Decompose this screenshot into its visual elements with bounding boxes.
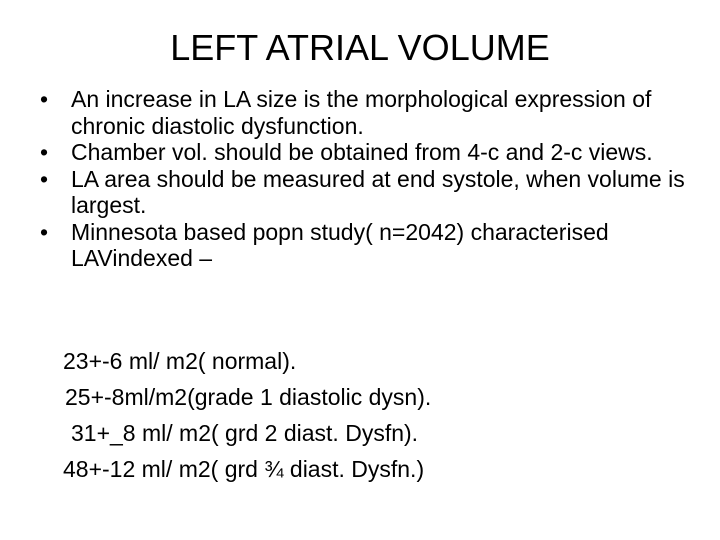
lav-value-grade-3-4: 48+-12 ml/ m2( grd ¾ diast. Dysfn.) xyxy=(63,456,425,482)
lav-value-grade-1: 25+-8ml/m2(grade 1 diastolic dysn). xyxy=(65,384,432,410)
bullet-list xyxy=(40,86,700,272)
slide-title: LEFT ATRIAL VOLUME xyxy=(170,27,550,68)
bullet-text: LA area should be measured at end systole, when volume is largest. xyxy=(71,165,685,218)
bullet-dot-icon: • xyxy=(40,165,49,192)
bullet-item xyxy=(40,219,700,272)
lav-value-normal: 23+-6 ml/ m2( normal). xyxy=(63,348,297,374)
bullet-text: An increase in LA size is the morphological expression of chronic diastolic dysfunction. xyxy=(71,86,652,139)
lav-value-grade-2: 31+_8 ml/ m2( grd 2 diast. Dysfn). xyxy=(71,420,419,446)
bullet-item xyxy=(40,166,700,219)
lav-values-list xyxy=(63,343,720,487)
bullet-text: Minnesota based popn study( n=2042) characterised LAVindexed – xyxy=(71,218,609,271)
bullet-text: Chamber vol. should be obtained from 4-c and 2-c views. xyxy=(71,139,653,165)
bullet-item xyxy=(40,86,700,139)
bullet-dot-icon: • xyxy=(40,218,49,245)
bullet-item xyxy=(40,139,700,166)
bullet-dot-icon: • xyxy=(40,139,49,165)
bullet-dot-icon: • xyxy=(40,86,49,112)
